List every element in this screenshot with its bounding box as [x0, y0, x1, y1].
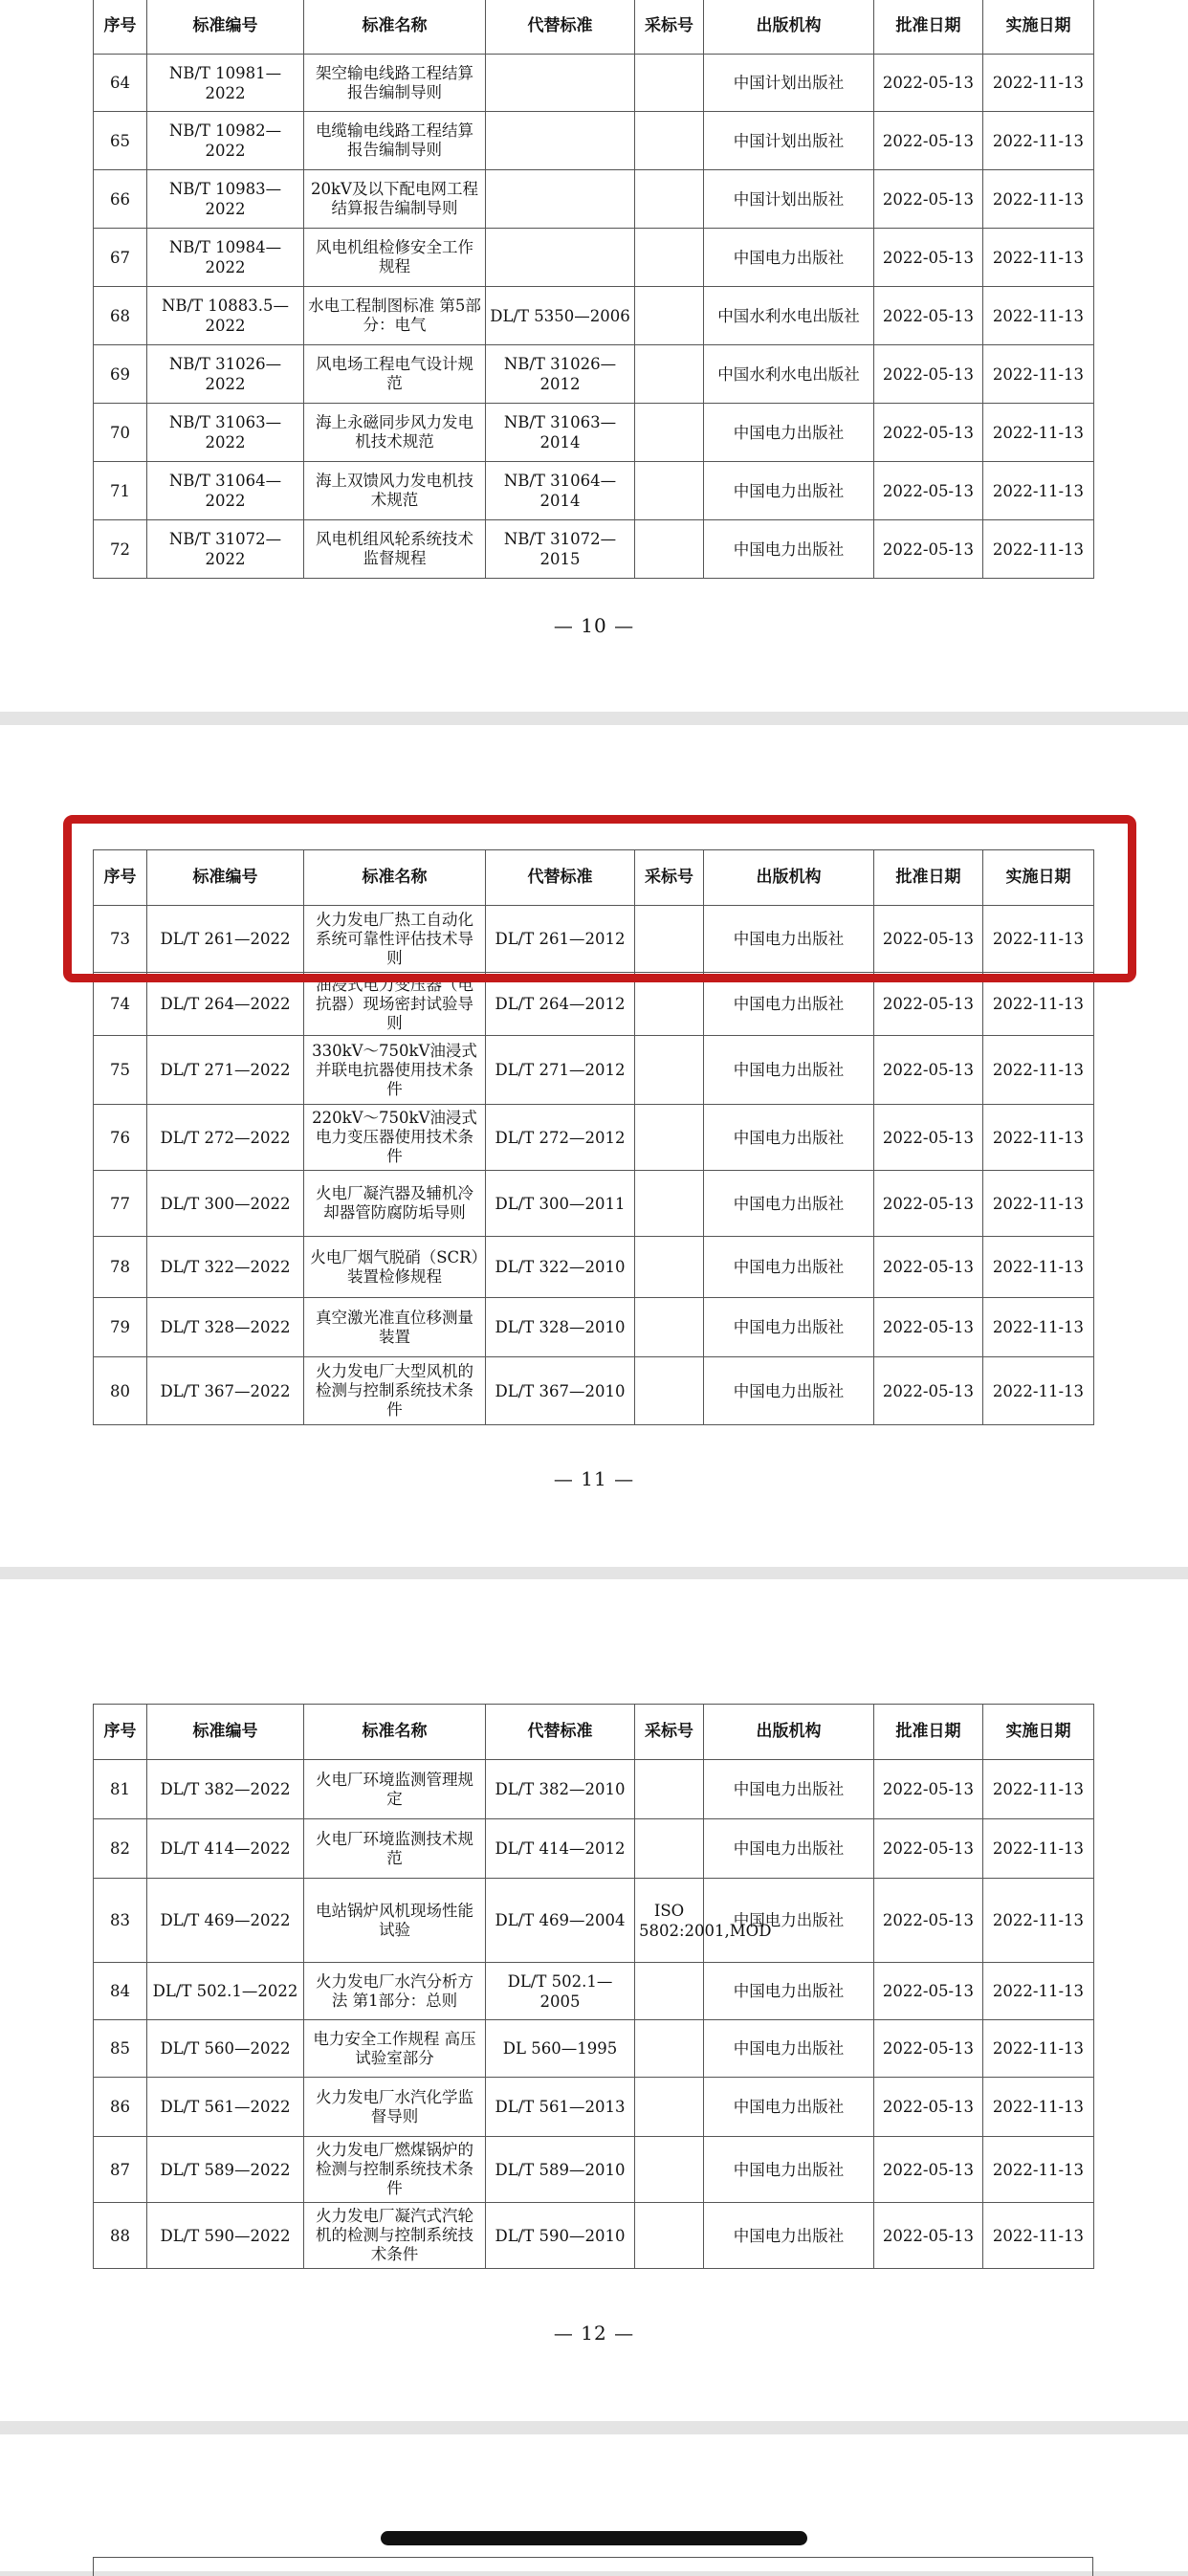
header-effect-date: 实施日期 [983, 850, 1094, 906]
approve-date-cell: 2022-05-13 [874, 2203, 983, 2269]
adopt-cell [635, 345, 704, 404]
replace-cell: DL/T 382—2010 [486, 1760, 635, 1819]
adopt-cell [635, 1819, 704, 1879]
header-publisher: 出版机构 [704, 850, 874, 906]
seq-cell: 78 [94, 1237, 147, 1298]
adopt-cell [635, 1963, 704, 2020]
page-number: — 12 — [553, 2322, 635, 2345]
table-row [94, 1357, 1094, 1425]
table-row [94, 229, 1094, 287]
replace-cell: DL/T 414—2012 [486, 1819, 635, 1879]
replace-cell: DL/T 5350—2006 [486, 287, 635, 345]
replace-cell [486, 55, 635, 112]
seq-cell: 67 [94, 229, 147, 287]
adopt-cell [635, 1171, 704, 1237]
publisher-cell: 中国电力出版社 [704, 2078, 874, 2137]
seq-cell: 65 [94, 112, 147, 170]
code-cell: DL/T 382—2022 [147, 1760, 304, 1819]
seq-cell: 70 [94, 404, 147, 462]
name-cell: 水电工程制图标准 第5部分：电气 [304, 287, 486, 345]
approve-date-cell: 2022-05-13 [874, 906, 983, 973]
table-top-edge [93, 2557, 1093, 2576]
seq-cell: 66 [94, 170, 147, 229]
replace-cell: NB/T 31026—2012 [486, 345, 635, 404]
replace-cell [486, 112, 635, 170]
adopt-cell [635, 2020, 704, 2078]
table-row [94, 1879, 1094, 1963]
document-page-10 [0, 0, 1188, 712]
approve-date-cell: 2022-05-13 [874, 1819, 983, 1879]
seq-cell: 74 [94, 973, 147, 1036]
replace-cell: DL/T 502.1—2005 [486, 1963, 635, 2020]
effect-date-cell: 2022-11-13 [983, 112, 1094, 170]
replace-cell: DL/T 589—2010 [486, 2137, 635, 2203]
table-row [94, 2137, 1094, 2203]
table-row [94, 170, 1094, 229]
publisher-cell: 中国电力出版社 [704, 1760, 874, 1819]
name-cell: 火力发电厂大型风机的检测与控制系统技术条件 [304, 1357, 486, 1425]
name-cell: 20kV及以下配电网工程结算报告编制导则 [304, 170, 486, 229]
page-number: — 11 — [553, 1467, 635, 1490]
header-replace: 代替标准 [486, 850, 635, 906]
seq-cell: 86 [94, 2078, 147, 2137]
table-row [94, 2020, 1094, 2078]
code-cell: DL/T 560—2022 [147, 2020, 304, 2078]
seq-cell: 75 [94, 1036, 147, 1105]
effect-date-cell: 2022-11-13 [983, 906, 1094, 973]
name-cell: 火力发电厂热工自动化系统可靠性评估技术导则 [304, 906, 486, 973]
table-row [94, 287, 1094, 345]
name-cell: 220kV～750kV油浸式电力变压器使用技术条件 [304, 1105, 486, 1171]
name-cell: 架空输电线路工程结算报告编制导则 [304, 55, 486, 112]
adopt-cell [635, 462, 704, 520]
approve-date-cell: 2022-05-13 [874, 287, 983, 345]
code-cell: DL/T 414—2022 [147, 1819, 304, 1879]
replace-cell: DL/T 561—2013 [486, 2078, 635, 2137]
adopt-cell [635, 55, 704, 112]
table-row [94, 1105, 1094, 1171]
table-row [94, 462, 1094, 520]
approve-date-cell: 2022-05-13 [874, 1171, 983, 1237]
publisher-cell: 中国水利水电出版社 [704, 345, 874, 404]
code-cell: DL/T 561—2022 [147, 2078, 304, 2137]
table-row [94, 1036, 1094, 1105]
table-row [94, 1963, 1094, 2020]
approve-date-cell: 2022-05-13 [874, 1963, 983, 2020]
seq-cell: 77 [94, 1171, 147, 1237]
seq-cell: 85 [94, 2020, 147, 2078]
header-replace: 代替标准 [486, 0, 635, 55]
document-page-12 [0, 1579, 1188, 2421]
name-cell: 电缆输电线路工程结算报告编制导则 [304, 112, 486, 170]
approve-date-cell: 2022-05-13 [874, 973, 983, 1036]
code-cell: DL/T 469—2022 [147, 1879, 304, 1963]
effect-date-cell: 2022-11-13 [983, 1105, 1094, 1171]
publisher-cell: 中国计划出版社 [704, 55, 874, 112]
effect-date-cell: 2022-11-13 [983, 170, 1094, 229]
code-cell: DL/T 264—2022 [147, 973, 304, 1036]
header-code: 标准编号 [147, 0, 304, 55]
approve-date-cell: 2022-05-13 [874, 2078, 983, 2137]
approve-date-cell: 2022-05-13 [874, 112, 983, 170]
publisher-cell: 中国电力出版社 [704, 1298, 874, 1357]
publisher-cell: 中国电力出版社 [704, 229, 874, 287]
name-cell: 火电厂凝汽器及辅机冷却器管防腐防垢导则 [304, 1171, 486, 1237]
publisher-cell: 中国电力出版社 [704, 2203, 874, 2269]
table-row [94, 1237, 1094, 1298]
publisher-cell: 中国电力出版社 [704, 1105, 874, 1171]
adopt-cell [635, 229, 704, 287]
code-cell: DL/T 271—2022 [147, 1036, 304, 1105]
seq-cell: 69 [94, 345, 147, 404]
code-cell: NB/T 31072—2022 [147, 520, 304, 579]
effect-date-cell: 2022-11-13 [983, 404, 1094, 462]
publisher-cell: 中国计划出版社 [704, 170, 874, 229]
code-cell: NB/T 10883.5—2022 [147, 287, 304, 345]
replace-cell: DL 560—1995 [486, 2020, 635, 2078]
document-page-13 [0, 2434, 1188, 2571]
effect-date-cell: 2022-11-13 [983, 1879, 1094, 1963]
effect-date-cell: 2022-11-13 [983, 2203, 1094, 2269]
header-seq: 序号 [94, 850, 147, 906]
publisher-cell: 中国电力出版社 [704, 2020, 874, 2078]
effect-date-cell: 2022-11-13 [983, 1819, 1094, 1879]
replace-cell: NB/T 31072—2015 [486, 520, 635, 579]
name-cell: 油浸式电力变压器（电抗器）现场密封试验导则 [304, 973, 486, 1036]
publisher-cell: 中国电力出版社 [704, 2137, 874, 2203]
code-cell: NB/T 31026—2022 [147, 345, 304, 404]
seq-cell: 80 [94, 1357, 147, 1425]
header-adopt: 采标号 [635, 850, 704, 906]
adopt-cell [635, 1105, 704, 1171]
replace-cell: DL/T 300—2011 [486, 1171, 635, 1237]
table-row [94, 2203, 1094, 2269]
publisher-cell: 中国电力出版社 [704, 1171, 874, 1237]
effect-date-cell: 2022-11-13 [983, 1760, 1094, 1819]
header-name: 标准名称 [304, 0, 486, 55]
effect-date-cell: 2022-11-13 [983, 2137, 1094, 2203]
header-approve-date: 批准日期 [874, 850, 983, 906]
seq-cell: 82 [94, 1819, 147, 1879]
table-row [94, 345, 1094, 404]
adopt-cell [635, 1760, 704, 1819]
publisher-cell: 中国计划出版社 [704, 112, 874, 170]
home-indicator[interactable] [381, 2531, 807, 2545]
adopt-cell [635, 1298, 704, 1357]
replace-cell: DL/T 328—2010 [486, 1298, 635, 1357]
approve-date-cell: 2022-05-13 [874, 1879, 983, 1963]
publisher-cell: 中国电力出版社 [704, 973, 874, 1036]
effect-date-cell: 2022-11-13 [983, 2020, 1094, 2078]
adopt-cell [635, 520, 704, 579]
adopt-cell [635, 2137, 704, 2203]
effect-date-cell: 2022-11-13 [983, 1963, 1094, 2020]
approve-date-cell: 2022-05-13 [874, 1357, 983, 1425]
code-cell: DL/T 272—2022 [147, 1105, 304, 1171]
replace-cell: NB/T 31064—2014 [486, 462, 635, 520]
replace-cell: DL/T 469—2004 [486, 1879, 635, 1963]
approve-date-cell: 2022-05-13 [874, 1036, 983, 1105]
approve-date-cell: 2022-05-13 [874, 2020, 983, 2078]
adopt-cell [635, 1237, 704, 1298]
code-cell: DL/T 328—2022 [147, 1298, 304, 1357]
effect-date-cell: 2022-11-13 [983, 1036, 1094, 1105]
publisher-cell: 中国电力出版社 [704, 1357, 874, 1425]
name-cell: 电力安全工作规程 高压试验室部分 [304, 2020, 486, 2078]
approve-date-cell: 2022-05-13 [874, 1760, 983, 1819]
publisher-cell: 中国电力出版社 [704, 1963, 874, 2020]
name-cell: 海上永磁同步风力发电机技术规范 [304, 404, 486, 462]
publisher-cell: 中国电力出版社 [704, 462, 874, 520]
code-cell: NB/T 31064—2022 [147, 462, 304, 520]
highlight-box [63, 815, 1136, 982]
publisher-cell: 中国电力出版社 [704, 520, 874, 579]
adopt-cell [635, 1036, 704, 1105]
replace-cell: DL/T 272—2012 [486, 1105, 635, 1171]
header-name: 标准名称 [304, 1705, 486, 1760]
header-name: 标准名称 [304, 850, 486, 906]
seq-cell: 72 [94, 520, 147, 579]
seq-cell: 73 [94, 906, 147, 973]
table-header-row [94, 1705, 1094, 1760]
table-row [94, 404, 1094, 462]
table-row [94, 520, 1094, 579]
table-row [94, 112, 1094, 170]
name-cell: 火电厂烟气脱硝（SCR）装置检修规程 [304, 1237, 486, 1298]
replace-cell: DL/T 590—2010 [486, 2203, 635, 2269]
seq-cell: 76 [94, 1105, 147, 1171]
replace-cell: DL/T 264—2012 [486, 973, 635, 1036]
code-cell: DL/T 322—2022 [147, 1237, 304, 1298]
replace-cell: DL/T 367—2010 [486, 1357, 635, 1425]
table-row [94, 1819, 1094, 1879]
table-row [94, 1760, 1094, 1819]
effect-date-cell: 2022-11-13 [983, 973, 1094, 1036]
table-row [94, 1298, 1094, 1357]
header-seq: 序号 [94, 0, 147, 55]
adopt-cell [635, 2078, 704, 2137]
approve-date-cell: 2022-05-13 [874, 1298, 983, 1357]
publisher-cell: 中国电力出版社 [704, 1237, 874, 1298]
effect-date-cell: 2022-11-13 [983, 287, 1094, 345]
approve-date-cell: 2022-05-13 [874, 404, 983, 462]
effect-date-cell: 2022-11-13 [983, 345, 1094, 404]
code-cell: DL/T 261—2022 [147, 906, 304, 973]
effect-date-cell: 2022-11-13 [983, 1237, 1094, 1298]
replace-cell [486, 170, 635, 229]
code-cell: DL/T 589—2022 [147, 2137, 304, 2203]
adopt-cell [635, 1357, 704, 1425]
table-row [94, 1171, 1094, 1237]
header-replace: 代替标准 [486, 1705, 635, 1760]
approve-date-cell: 2022-05-13 [874, 2137, 983, 2203]
effect-date-cell: 2022-11-13 [983, 2078, 1094, 2137]
header-code: 标准编号 [147, 1705, 304, 1760]
code-cell: DL/T 502.1—2022 [147, 1963, 304, 2020]
approve-date-cell: 2022-05-13 [874, 55, 983, 112]
approve-date-cell: 2022-05-13 [874, 170, 983, 229]
seq-cell: 81 [94, 1760, 147, 1819]
table-row [94, 55, 1094, 112]
adopt-cell [635, 2203, 704, 2269]
header-effect-date: 实施日期 [983, 1705, 1094, 1760]
approve-date-cell: 2022-05-13 [874, 462, 983, 520]
standards-table [93, 0, 1094, 579]
name-cell: 风电机组检修安全工作规程 [304, 229, 486, 287]
approve-date-cell: 2022-05-13 [874, 229, 983, 287]
header-approve-date: 批准日期 [874, 1705, 983, 1760]
effect-date-cell: 2022-11-13 [983, 55, 1094, 112]
code-cell: NB/T 10982—2022 [147, 112, 304, 170]
code-cell: DL/T 590—2022 [147, 2203, 304, 2269]
replace-cell: NB/T 31063—2014 [486, 404, 635, 462]
header-publisher: 出版机构 [704, 1705, 874, 1760]
publisher-cell: 中国电力出版社 [704, 906, 874, 973]
approve-date-cell: 2022-05-13 [874, 1237, 983, 1298]
seq-cell: 79 [94, 1298, 147, 1357]
header-effect-date: 实施日期 [983, 0, 1094, 55]
name-cell: 火电厂环境监测管理规定 [304, 1760, 486, 1819]
seq-cell: 64 [94, 55, 147, 112]
publisher-cell: 中国电力出版社 [704, 1879, 874, 1963]
publisher-cell: 中国水利水电出版社 [704, 287, 874, 345]
name-cell: 真空激光准直位移测量装置 [304, 1298, 486, 1357]
effect-date-cell: 2022-11-13 [983, 229, 1094, 287]
name-cell: 风电场工程电气设计规范 [304, 345, 486, 404]
adopt-cell: ISO 5802:2001,MOD [635, 1879, 704, 1963]
table-header-row [94, 0, 1094, 55]
code-cell: NB/T 10984—2022 [147, 229, 304, 287]
publisher-cell: 中国电力出版社 [704, 1819, 874, 1879]
approve-date-cell: 2022-05-13 [874, 345, 983, 404]
replace-cell: DL/T 271—2012 [486, 1036, 635, 1105]
adopt-cell [635, 170, 704, 229]
name-cell: 火电厂环境监测技术规范 [304, 1819, 486, 1879]
replace-cell: DL/T 261—2012 [486, 906, 635, 973]
name-cell: 电站锅炉风机现场性能试验 [304, 1879, 486, 1963]
code-cell: DL/T 367—2022 [147, 1357, 304, 1425]
code-cell: DL/T 300—2022 [147, 1171, 304, 1237]
code-cell: NB/T 31063—2022 [147, 404, 304, 462]
table-row [94, 2078, 1094, 2137]
replace-cell [486, 229, 635, 287]
adopt-cell [635, 404, 704, 462]
seq-cell: 87 [94, 2137, 147, 2203]
effect-date-cell: 2022-11-13 [983, 1298, 1094, 1357]
seq-cell: 84 [94, 1963, 147, 2020]
replace-cell: DL/T 322—2010 [486, 1237, 635, 1298]
publisher-cell: 中国电力出版社 [704, 1036, 874, 1105]
effect-date-cell: 2022-11-13 [983, 1357, 1094, 1425]
header-publisher: 出版机构 [704, 0, 874, 55]
adopt-cell [635, 287, 704, 345]
effect-date-cell: 2022-11-13 [983, 520, 1094, 579]
seq-cell: 68 [94, 287, 147, 345]
name-cell: 海上双馈风力发电机技术规范 [304, 462, 486, 520]
name-cell: 330kV～750kV油浸式并联电抗器使用技术条件 [304, 1036, 486, 1105]
seq-cell: 83 [94, 1879, 147, 1963]
page-number: — 10 — [553, 614, 635, 637]
code-cell: NB/T 10981—2022 [147, 55, 304, 112]
effect-date-cell: 2022-11-13 [983, 462, 1094, 520]
name-cell: 火力发电厂燃煤锅炉的检测与控制系统技术条件 [304, 2137, 486, 2203]
name-cell: 火力发电厂水汽化学监督导则 [304, 2078, 486, 2137]
name-cell: 火力发电厂水汽分析方法 第1部分：总则 [304, 1963, 486, 2020]
header-code: 标准编号 [147, 850, 304, 906]
approve-date-cell: 2022-05-13 [874, 520, 983, 579]
header-adopt: 采标号 [635, 0, 704, 55]
publisher-cell: 中国电力出版社 [704, 404, 874, 462]
effect-date-cell: 2022-11-13 [983, 1171, 1094, 1237]
approve-date-cell: 2022-05-13 [874, 1105, 983, 1171]
header-seq: 序号 [94, 1705, 147, 1760]
name-cell: 火力发电厂凝汽式汽轮机的检测与控制系统技术条件 [304, 2203, 486, 2269]
adopt-cell [635, 112, 704, 170]
standards-table [93, 1704, 1094, 2269]
seq-cell: 88 [94, 2203, 147, 2269]
code-cell: NB/T 10983—2022 [147, 170, 304, 229]
name-cell: 风电机组风轮系统技术监督规程 [304, 520, 486, 579]
header-adopt: 采标号 [635, 1705, 704, 1760]
header-approve-date: 批准日期 [874, 0, 983, 55]
seq-cell: 71 [94, 462, 147, 520]
